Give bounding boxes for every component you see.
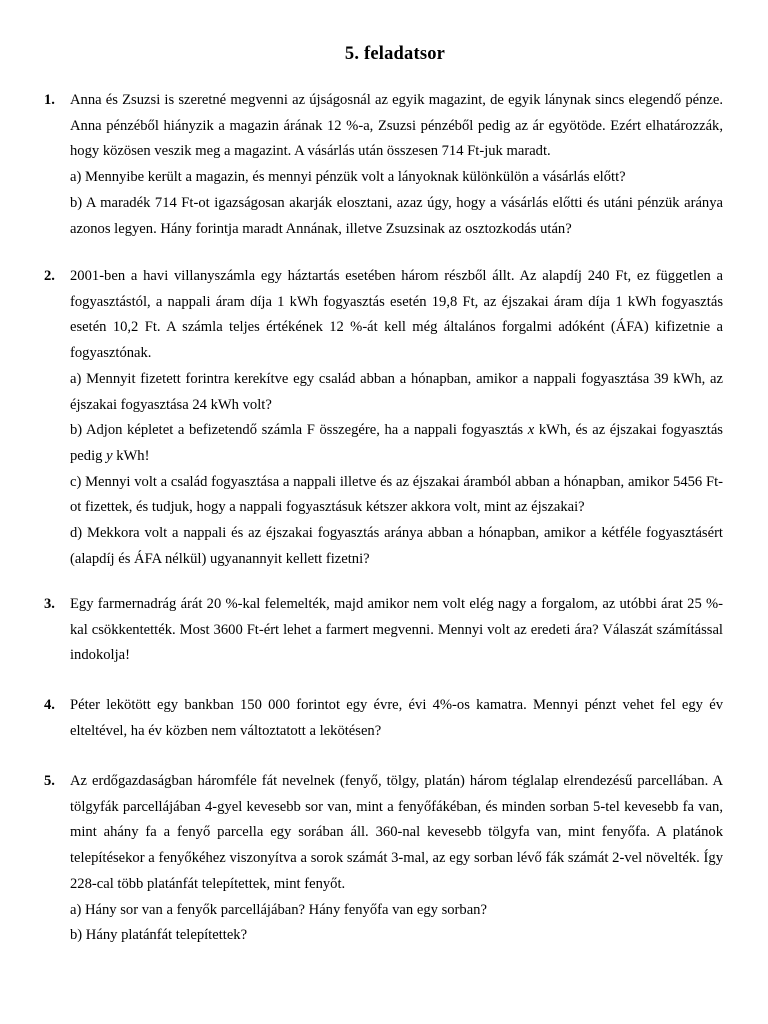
- question-d: d) Mekkora volt a nappali és az éjszakai fogyasztás aránya abban a hónapban, amikor a kétféle fogyasztásért (alapdíj és ÁFA nélkül) ugyanannyit kellett fizetni?: [70, 525, 723, 567]
- problem-text: [70, 264, 723, 572]
- problem-number: 1.: [44, 92, 55, 108]
- problem-text: [70, 769, 723, 949]
- question-b: b) A maradék 714 Ft-ot igazságosan akarják elosztani, azaz úgy, hogy a vásárlás előtti és utáni pénzük aránya azonos legyen. Hány forintja maradt Annának, illetve Zsuzsinak az osztozkodás után?: [70, 194, 723, 237]
- problem-text: [70, 693, 723, 744]
- question-b: b) Adjon képletet a befizetendő számla F összegére, ha a nappali fogyasztás x kWh, és az éjszakai fogyasztás pedig y kWh!: [70, 422, 723, 464]
- question-a: a) Mennyit fizetett forintra kerekítve egy család abban a hónapban, amikor a nappali fogyasztása 39 kWh, az éjszakai fogyasztása 24 kWh volt?: [70, 370, 723, 413]
- problem-text: [70, 88, 723, 242]
- problem-text: [70, 592, 723, 669]
- question-c: c) Mennyi volt a család fogyasztása a nappali illetve és az éjszakai áramból abban a hónapban, amikor 5456 Ft-ot fizettek, és tudjuk, hogy a nappali fogyasztásuk kétszer akkora volt, mint az éjszakai?: [70, 473, 723, 516]
- problem-paragraph: Péter lekötött egy bankban 150 000 forintot egy évre, évi 4%-os kamatra. Mennyi pénzt vehet fel egy év elteltével, ha év közben nem változtatott a lekötésen?: [70, 697, 723, 739]
- question-b: b) Hány platánfát telepítettek?: [70, 927, 248, 944]
- problem-paragraph: Anna és Zsuzsi is szeretné megvenni az újságosnál az egyik magazint, de egyik lánynak sincs elegendő pénze. Anna pénzéből hiányzik a magazin árának 12 %-a, Zsuzsi pénzéből pedig az ár egyötöde. Ezért elhatározzák, hogy közösen veszik meg a magazint. A vásárlás után összesen 714 Ft-juk maradt.: [70, 92, 723, 160]
- problem-number: 4.: [44, 697, 55, 713]
- question-a: a) Hány sor van a fenyők parcellájában? Hány fenyőfa van egy sorban?: [70, 901, 487, 918]
- problem-number: 2.: [44, 268, 55, 284]
- problem-number: 5.: [44, 773, 55, 789]
- problem-number: 3.: [44, 596, 55, 612]
- question-a: a) Mennyibe került a magazin, és mennyi pénzük volt a lányoknak különkülön a vásárlás előtt?: [70, 169, 626, 186]
- page-title: 5. feladatsor: [344, 44, 446, 64]
- problem-paragraph: 2001-ben a havi villanyszámla egy háztartás esetében három részből állt. Az alapdíj 240 Ft, ez független a fogyasztástól, a nappali áram díja 1 kWh fogyasztás esetén 19,8 Ft, az éjszakai áram díja 1 kWh fogyasztás esetén 10,2 Ft. A számla teljes értékének 12 %-át kell még általános forgalmi adóként (ÁFA) kifizetnie a fogyasztónak.: [70, 268, 723, 362]
- problem-paragraph: Az erdőgazdaságban háromféle fát nevelnek (fenyő, tölgy, platán) három téglalap elrendezésű parcellában. A tölgyfák parcellájában 4-gyel kevesebb sor van, mint a fenyőfákéban, és minden sorban 5-tel kevesebb fa van, mint ahány fa a fenyő parcella egy sorában áll. 360-nal kevesebb tölgyfa van, mint fenyőfa. A platánok telepítésekor a fenyőkéhez viszonyítva a sorok számát 3-mal, az egy sorban lévő fák számát 2-vel növelték. Így 228-cal több platánfát telepítettek, mint fenyőt.: [70, 773, 723, 892]
- problem-paragraph: Egy farmernadrág árát 20 %-kal felemelték, majd amikor nem volt elég nagy a forgalom, az utóbbi árat 25 %-kal csökkentették. Most 3600 Ft-ért lehet a farmert megvenni. Mennyi volt az eredeti ára? Válaszát számítással indokolja!: [70, 596, 723, 664]
